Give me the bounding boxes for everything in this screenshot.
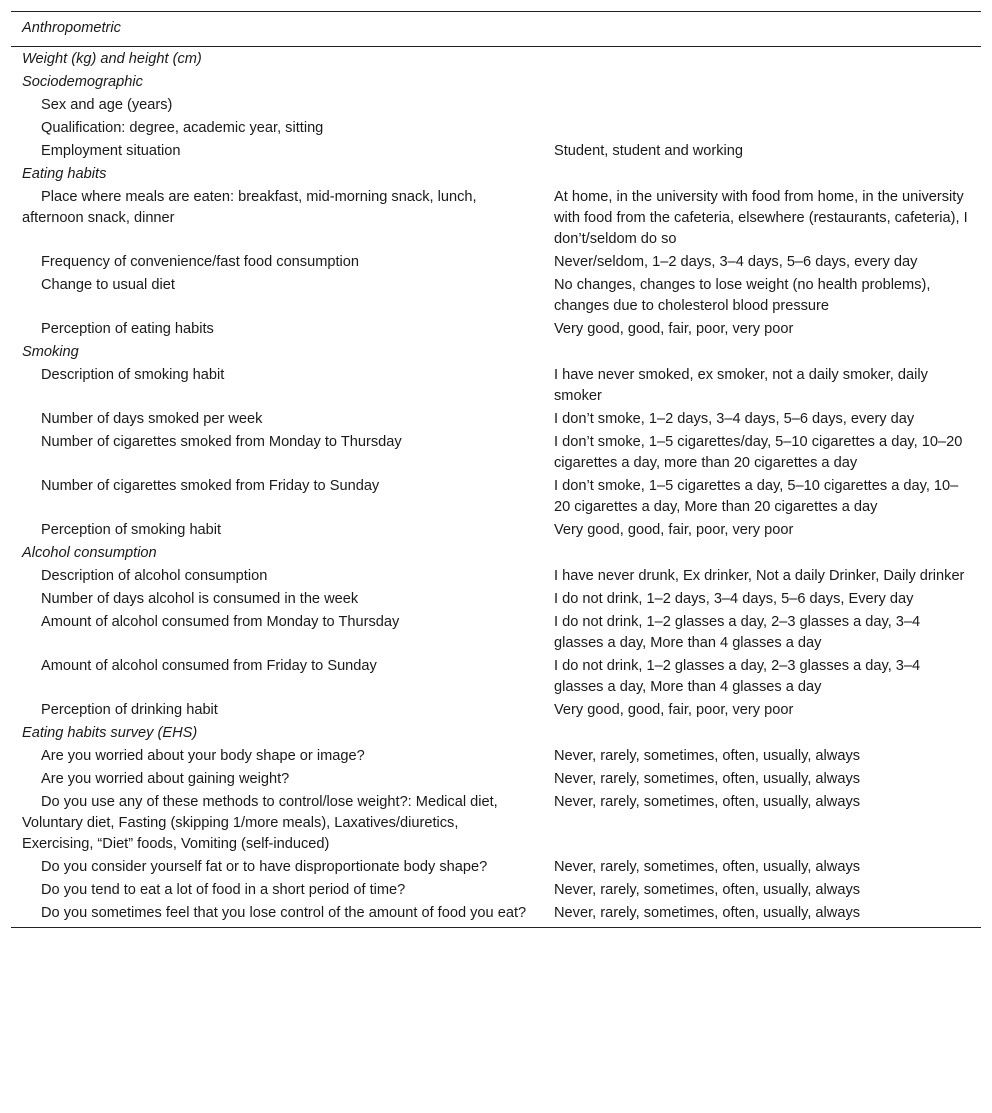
table-row — [11, 879, 981, 902]
table-row — [11, 117, 981, 140]
variable-label: Qualification: degree, academic year, sitting — [41, 120, 324, 136]
response-options: I have never smoked, ex smoker, not a daily smoker, daily smoker — [554, 367, 928, 404]
table-row — [11, 519, 981, 542]
table-row — [11, 791, 981, 856]
variable-label: Place where meals are eaten: breakfast, mid-morning snack, lunch, afternoon snack, dinner — [22, 189, 477, 226]
response-options: I don’t smoke, 1–5 cigarettes a day, 5–10 cigarettes a day, 10–20 cigarettes a day, More than 20 cigarettes a day — [554, 478, 959, 515]
table-row — [11, 745, 981, 768]
variable-label: Do you use any of these methods to control/lose weight?: Medical diet, Voluntary diet, Fasting (skipping 1/more meals), Laxatives/diuretics, Exercising, “Diet” foods, Vomiting (self-induced) — [22, 794, 498, 852]
section-heading: Sociodemographic — [22, 74, 143, 90]
table-header-row — [11, 12, 981, 47]
table-row — [11, 408, 981, 431]
response-options: Never, rarely, sometimes, often, usually, always — [554, 882, 861, 898]
response-options: Never/seldom, 1–2 days, 3–4 days, 5–6 days, every day — [554, 254, 918, 270]
variable-label: Do you tend to eat a lot of food in a short period of time? — [41, 882, 406, 898]
table-header-anthropometric: Anthropometric — [11, 12, 981, 47]
variable-label: Perception of eating habits — [41, 321, 214, 337]
section-heading: Eating habits — [22, 166, 107, 182]
section-heading: Weight (kg) and height (cm) — [22, 51, 202, 67]
survey-variables-table — [11, 11, 981, 928]
table-row — [11, 431, 981, 475]
response-options: I don’t smoke, 1–5 cigarettes/day, 5–10 cigarettes a day, 10–20 cigarettes a day, more than 20 cigarettes a day — [554, 434, 963, 471]
section-row — [11, 163, 981, 186]
section-row — [11, 47, 981, 72]
table-row — [11, 274, 981, 318]
section-heading: Alcohol consumption — [22, 545, 157, 561]
response-options — [543, 94, 981, 117]
table-row — [11, 611, 981, 655]
table-row — [11, 251, 981, 274]
table-row — [11, 475, 981, 519]
table-row — [11, 94, 981, 117]
variable-label: Do you consider yourself fat or to have disproportionate body shape? — [41, 859, 488, 875]
variable-label: Sex and age (years) — [41, 97, 173, 113]
response-options: Never, rarely, sometimes, often, usually, always — [543, 902, 981, 928]
response-options: Student, student and working — [554, 143, 744, 159]
variable-label: Do you sometimes feel that you lose control of the amount of food you eat? — [11, 902, 543, 928]
table-row — [11, 565, 981, 588]
variable-label: Number of days alcohol is consumed in the week — [41, 591, 359, 607]
response-options — [543, 71, 981, 94]
section-heading: Eating habits survey (EHS) — [22, 725, 198, 741]
variable-label: Number of cigarettes smoked from Friday to Sunday — [41, 478, 380, 494]
table-row — [11, 699, 981, 722]
response-options: Very good, good, fair, poor, very poor — [554, 321, 794, 337]
table-row — [11, 902, 981, 928]
response-options: No changes, changes to lose weight (no health problems), changes due to cholesterol blood pressure — [554, 277, 931, 314]
response-options: I do not drink, 1–2 glasses a day, 2–3 glasses a day, 3–4 glasses a day, More than 4 glasses a day — [554, 614, 921, 651]
table-row — [11, 186, 981, 251]
response-options — [543, 722, 981, 745]
variable-label: Amount of alcohol consumed from Friday to Sunday — [41, 658, 377, 674]
response-options: Never, rarely, sometimes, often, usually, always — [554, 771, 861, 787]
table-body — [11, 47, 981, 928]
variable-label: Amount of alcohol consumed from Monday to Thursday — [41, 614, 400, 630]
table-row — [11, 318, 981, 341]
section-heading: Smoking — [22, 344, 79, 360]
response-options: Never, rarely, sometimes, often, usually, always — [554, 748, 861, 764]
variable-label: Are you worried about gaining weight? — [41, 771, 290, 787]
variable-label: Number of days smoked per week — [41, 411, 263, 427]
variable-label: Description of alcohol consumption — [41, 568, 268, 584]
response-options: I do not drink, 1–2 days, 3–4 days, 5–6 days, Every day — [554, 591, 914, 607]
response-options: I don’t smoke, 1–2 days, 3–4 days, 5–6 days, every day — [554, 411, 915, 427]
table-row — [11, 856, 981, 879]
response-options — [543, 542, 981, 565]
response-options — [543, 117, 981, 140]
variable-label: Description of smoking habit — [41, 367, 225, 383]
table-row — [11, 768, 981, 791]
variable-label: Number of cigarettes smoked from Monday to Thursday — [41, 434, 402, 450]
response-options: I do not drink, 1–2 glasses a day, 2–3 glasses a day, 3–4 glasses a day, More than 4 glasses a day — [554, 658, 921, 695]
response-options: I have never drunk, Ex drinker, Not a daily Drinker, Daily drinker — [554, 568, 965, 584]
variable-label: Are you worried about your body shape or image? — [41, 748, 365, 764]
table-row — [11, 140, 981, 163]
response-options: Never, rarely, sometimes, often, usually, always — [554, 794, 861, 810]
response-options: Very good, good, fair, poor, very poor — [554, 702, 794, 718]
response-options: At home, in the university with food from home, in the university with food from the cafeteria, elsewhere (restaurants, cafeteria), I don’t/seldom do so — [554, 189, 968, 247]
response-options — [543, 341, 981, 364]
section-row — [11, 542, 981, 565]
variable-label: Perception of smoking habit — [41, 522, 222, 538]
response-options: Very good, good, fair, poor, very poor — [554, 522, 794, 538]
variable-label: Employment situation — [41, 143, 181, 159]
variable-label: Perception of drinking habit — [41, 702, 218, 718]
section-row — [11, 341, 981, 364]
table-row — [11, 588, 981, 611]
table-row — [11, 364, 981, 408]
table-row — [11, 655, 981, 699]
response-options — [543, 47, 981, 72]
response-options — [543, 163, 981, 186]
section-row — [11, 71, 981, 94]
response-options: Never, rarely, sometimes, often, usually, always — [554, 859, 861, 875]
variable-label: Change to usual diet — [41, 277, 175, 293]
section-row — [11, 722, 981, 745]
variable-label: Frequency of convenience/fast food consumption — [41, 254, 360, 270]
